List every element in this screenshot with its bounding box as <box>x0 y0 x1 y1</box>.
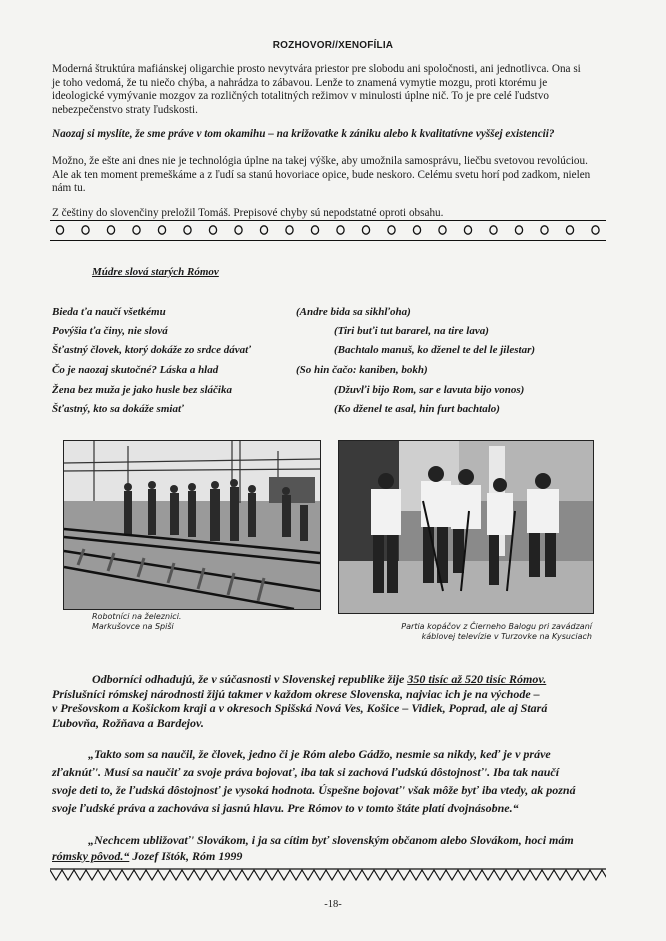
text-span: Odborníci odhadujú, že v súčasnosti v Slovenskej republike žije <box>92 672 408 686</box>
diggers-photo-illustration <box>339 441 593 613</box>
text-line: v Prešovskom a Košickom kraji a v okresoch Spišská Nová Ves, Košice – Vidiek, Poprad, ale aj Stará <box>52 701 548 715</box>
proverb-slovak: Čo je naozaj skutočné? Láska a hlad <box>52 364 219 376</box>
proverb-slovak: Bieda ťa naučí všetkému <box>52 306 166 318</box>
text-line: svoje deti to, že ľudská dôstojnosť je vysoká hodnota. Úspešne bojovať' však môže byť iba vtedy, ak pozná <box>52 783 576 797</box>
intro-paragraph-2 <box>52 155 608 196</box>
photo-caption-left <box>92 612 181 632</box>
caption-line: Partia kopáčov z Čierneho Balogu pri zavádzaní <box>401 622 592 631</box>
proverb-romani: (Džuvľi bijo Rom, sar e lavuta bijo vonos) <box>334 384 525 396</box>
text-line: zľaknúť'. Musí sa naučiť za svoje práva bojovať, iba tak si zachová ľudskú dôstojnosť'. Iba tak naučí <box>52 765 560 779</box>
text-line: nebezpečenstvo straty ľudskosti. <box>52 103 198 116</box>
text-line: nám tu. <box>52 182 86 194</box>
proverb-slovak: Žena bez muža je jako husle bez sláčika <box>52 384 232 396</box>
divider-line <box>50 240 606 241</box>
proverb-romani: (So hin čačo: kaniben, bokh) <box>296 364 428 376</box>
photo-railway-workers <box>63 440 321 610</box>
caption-line: Markušovce na Spiši <box>92 622 174 631</box>
caption-line: káblovej televízie v Turzovke na Kysuciach <box>421 632 592 641</box>
proverb-romani: (Ko dženel te asal, hin furt bachtalo) <box>334 403 500 415</box>
page-number: -18- <box>324 899 342 910</box>
quote-author: Jozef Ištók, Róm 1999 <box>129 849 243 863</box>
text-line: „Takto som sa naučil, že človek, jedno či je Róm alebo Gádžo, nesmie sa nikdy, keď je v práve <box>88 747 551 761</box>
text-line <box>52 672 612 687</box>
proverb-slovak: Šťastný človek, ktorý dokáže zo srdce dávať <box>52 344 251 356</box>
underlined-text: rómsky pôvod.“ <box>52 849 130 863</box>
proverb-slovak: Povýšia ťa činy, nie slová <box>52 325 168 337</box>
divider-line <box>50 220 606 221</box>
caption-line: Robotníci na železnici. <box>92 612 182 621</box>
photo-cable-diggers <box>338 440 594 614</box>
text-line: svoje ľudské práva a zachováva si jasnú hlavu. Pre Rómov to v tomto štáte platí dvojnásobne.“ <box>52 801 519 815</box>
text-line: Ale ak ten moment premeškáme a z ľudí sa stanú hovoriace opice, bude neskoro. Celému svetu horí pod zadkom, nielen <box>52 168 591 181</box>
page-header: ROZHOVOR//XENOFÍLIA <box>272 40 394 51</box>
translation-note: Z češtiny do slovenčiny preložil Tomáš. Prepisové chyby sú nepodstatné oproti obsahu. <box>52 207 444 219</box>
railway-photo-illustration <box>64 441 320 609</box>
highlight-figure: 350 tisíc až 520 tisíc Rómov. <box>407 672 547 686</box>
intro-paragraph-1 <box>52 63 608 117</box>
proverb-romani: (Andre bida sa sikhľoha) <box>296 306 411 318</box>
text-line: je toho vedomá, že tu niečo chýba, a nahrádza to zábavou. Lenže to znamená vymytie mozgu, proti ktorému je <box>52 76 548 89</box>
interview-question: Naozaj si myslíte, že sme práve v tom okamihu – na križovatke k zániku alebo k kvalitatívne vyššej existencii? <box>52 128 555 140</box>
zigzag-border-ornament <box>50 868 606 882</box>
quote-paragraph <box>52 745 612 817</box>
closing-quote <box>52 832 612 864</box>
proverb-romani: (Bachtalo manuš, ko dženel te del le jilestar) <box>334 344 536 356</box>
proverb-slovak: Šťastný, kto sa dokáže smiať <box>52 403 184 415</box>
circle-border-ornament <box>50 222 606 238</box>
text-line: Príslušníci rómskej národnosti žijú takmer v každom okrese Slovenska, najviac ich je na východe – <box>52 686 540 701</box>
text-line: Moderná štruktúra mafiánskej oligarchie prosto nevytvára priestor pre slobodu ani spoločnosti, ani jednotlivca. Ona si <box>52 63 581 75</box>
text-line: „Nechcem ubližovať' Slovákom, i ja sa cítim byť slovenským občanom alebo Slovákom, hoci mám <box>88 833 574 847</box>
text-line: Ľubovňa, Rožňava a Bardejov. <box>52 715 204 730</box>
article-paragraph <box>52 672 612 730</box>
proverbs-title: Múdre slová starých Rómov <box>92 266 219 278</box>
proverb-romani: (Tiri buťi tut bararel, na tire lava) <box>334 325 489 337</box>
text-line: Možno, že ešte ani dnes nie je technológia úplne na takej výške, aby umožnila samosprávu, liečbu svetovou revolúciou. <box>52 155 588 167</box>
text-line: ideologické vymývanie mozgov za rozličných totalitných režimov v minulosti úplne nič. To je pre celé ľudstvo <box>52 90 549 102</box>
photo-caption-right <box>392 622 592 642</box>
text-line <box>52 848 612 864</box>
